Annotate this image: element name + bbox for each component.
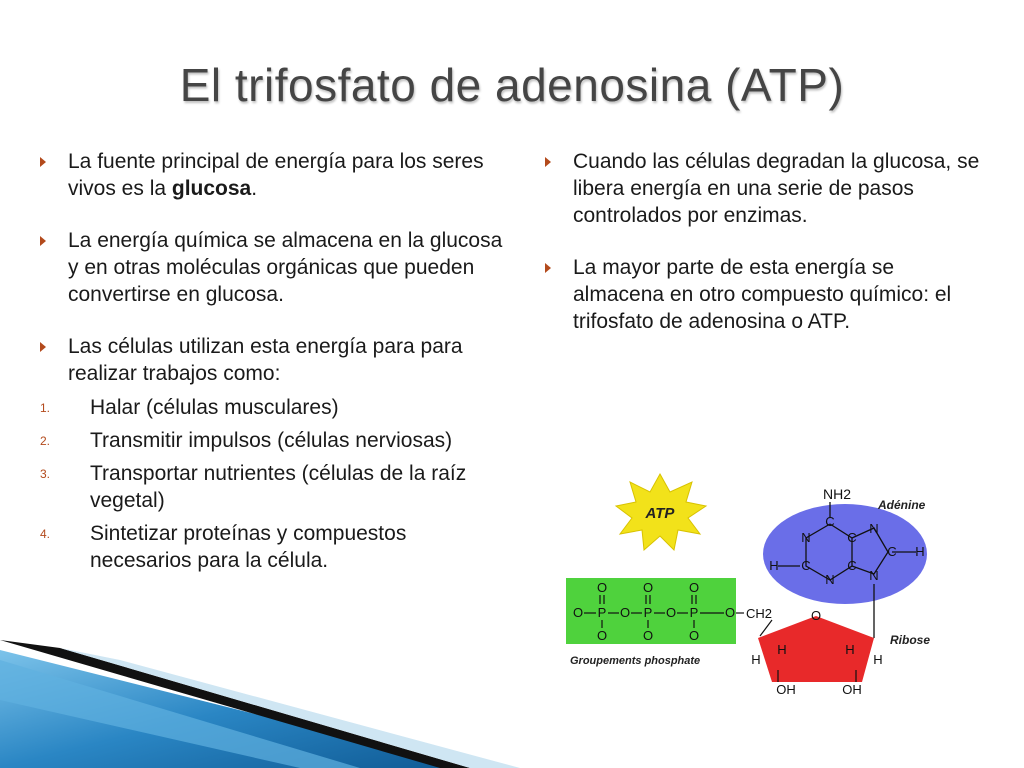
item-number: 1. <box>40 401 51 415</box>
bullet-text-end: . <box>251 177 258 200</box>
item-text: Transportar nutrientes (células de la raíz vegetal) <box>90 462 467 512</box>
ch2-label: CH2 <box>746 606 773 621</box>
numbered-item <box>36 460 506 514</box>
atom-c: C <box>825 514 835 529</box>
left-bullet-1 <box>36 148 506 202</box>
oh-label: OH <box>842 682 862 697</box>
adenine-label: Adénine <box>878 498 926 512</box>
item-text: Sintetizar proteínas y compuestos necesarios para la célula. <box>90 522 407 572</box>
bullet-bold-text: glucosa <box>171 177 252 200</box>
atom-c: C <box>801 558 811 573</box>
atom-n: N <box>869 568 879 583</box>
atom-p: P <box>643 605 653 620</box>
atom-o: O <box>688 580 700 595</box>
bullet-text: Cuando las células degradan la glucosa, se libera energía en una serie de pasos controlados por enzimas. <box>573 150 980 227</box>
atom-o: O <box>688 628 700 643</box>
nh2-label: NH2 <box>823 486 852 502</box>
item-number: 4. <box>40 527 51 541</box>
bullet-text: La fuente principal de energía para los seres vivos es la <box>68 150 484 200</box>
atom-p: P <box>597 605 607 620</box>
adenine-ellipse <box>763 504 927 604</box>
item-number: 2. <box>40 434 51 448</box>
ribose-label: Ribose <box>890 633 931 647</box>
bullet-text: Las células utilizan esta energía para para realizar trabajos como: <box>68 335 463 385</box>
atom-o: O <box>619 605 631 620</box>
slide-title: El trifosfato de adenosina (ATP) <box>179 59 845 111</box>
right-column <box>541 148 981 360</box>
atom-o: O <box>810 608 822 623</box>
atom-h: H <box>751 652 761 667</box>
atp-badge <box>616 474 706 550</box>
item-text: Halar (células musculares) <box>90 396 339 419</box>
atom-h: H <box>845 642 855 657</box>
atom-h: H <box>873 652 883 667</box>
bullet-arrow-icon <box>40 236 46 246</box>
left-bullet-3 <box>36 333 506 387</box>
left-column <box>36 148 506 580</box>
bullet-arrow-icon <box>40 157 46 167</box>
badge-label: ATP <box>645 505 675 522</box>
atom-o: O <box>665 605 677 620</box>
numbered-item <box>36 520 506 574</box>
bullet-arrow-icon <box>40 342 46 352</box>
item-number: 3. <box>40 467 51 481</box>
bullet-arrow-icon <box>545 263 551 273</box>
atom-p: P <box>689 605 699 620</box>
oh-label: OH <box>776 682 796 697</box>
atom-c: C <box>847 530 857 545</box>
atom-h: H <box>915 544 925 559</box>
atom-c: C <box>847 558 857 573</box>
bullet-arrow-icon <box>545 157 551 167</box>
numbered-item <box>36 427 506 454</box>
bullet-text: La energía química se almacena en la glucosa y en otras moléculas orgánicas que pueden convertirse en glucosa. <box>68 229 503 306</box>
atom-o: O <box>596 628 608 643</box>
right-bullet-2 <box>541 254 981 335</box>
right-bullet-1 <box>541 148 981 229</box>
atom-o: O <box>642 628 654 643</box>
atom-h: H <box>769 558 779 573</box>
atom-n: N <box>825 572 835 587</box>
atom-n: N <box>801 530 811 545</box>
numbered-item <box>36 394 506 421</box>
atom-o: O <box>724 605 736 620</box>
phosphate-label: Groupements phosphate <box>570 655 701 667</box>
atom-h: H <box>777 642 787 657</box>
atom-o: O <box>596 580 608 595</box>
atom-o: O <box>642 580 654 595</box>
left-bullet-2 <box>36 227 506 308</box>
atom-c: C <box>887 544 897 559</box>
atp-molecule-diagram <box>560 470 980 710</box>
atom-o: O <box>572 605 584 620</box>
item-text: Transmitir impulsos (células nerviosas) <box>90 429 453 452</box>
atom-n: N <box>869 521 879 536</box>
bullet-text: La mayor parte de esta energía se almacena en otro compuesto químico: el trifosfato de adenosina o ATP. <box>573 256 952 333</box>
